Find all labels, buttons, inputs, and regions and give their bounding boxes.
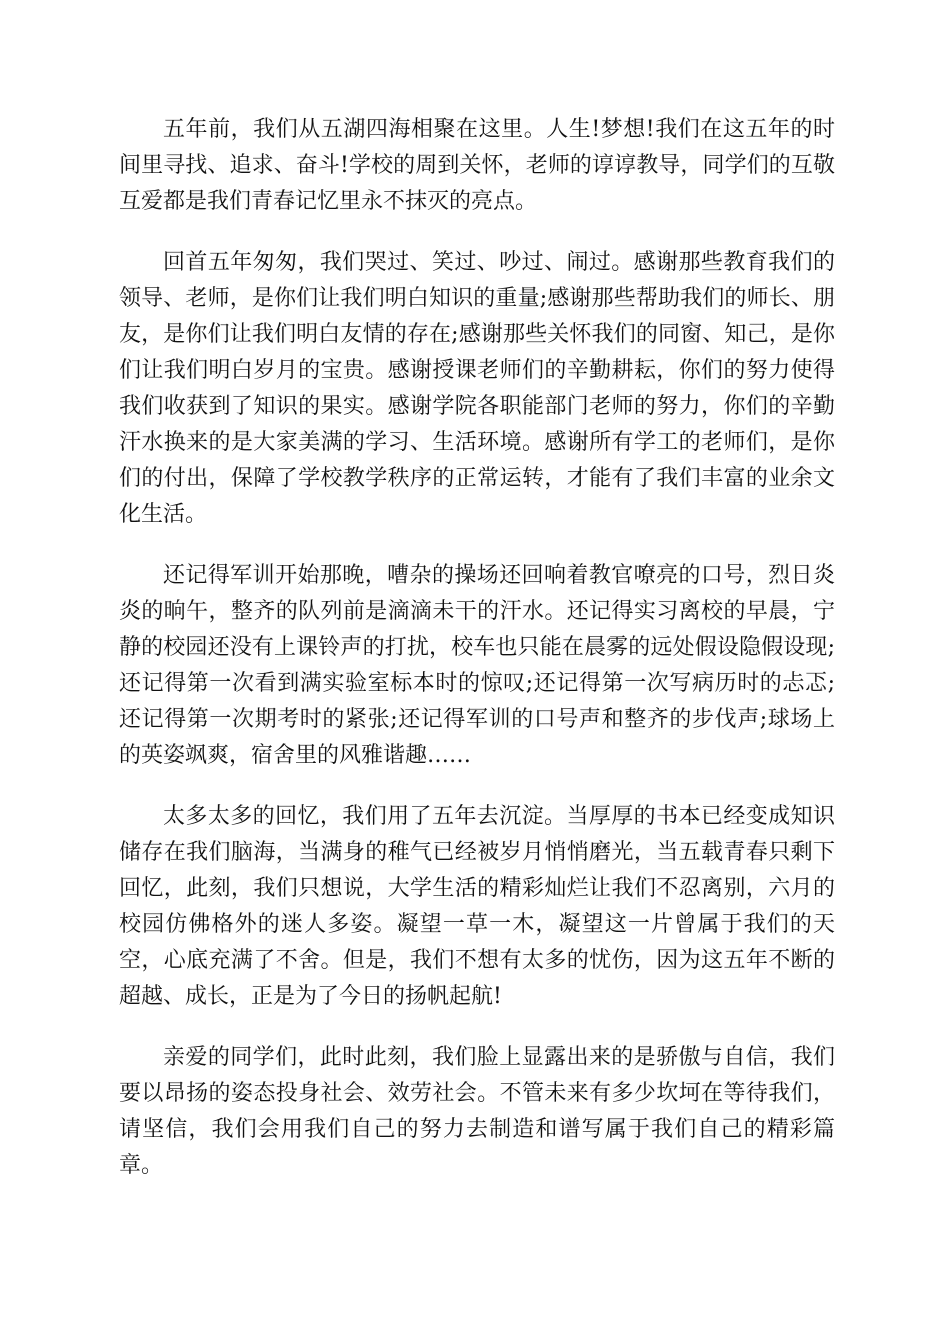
- paragraph-3: 还记得军训开始那晚，嘈杂的操场还回响着教官嘹亮的口号，烈日炎炎的晌午，整齐的队列前是滴滴未干的汗水。还记得实习离校的早晨，宁静的校园还没有上课铃声的打扰，校车也只能在晨雾的远处假设隐假设现;还记得第一次看到满实验室标本时的惊叹;还记得第一次写病历时的忐忑;还记得第一次期考时的紧张;还记得军训的口号声和整齐的步伐声;球场上的英姿飒爽，宿舍里的风雅谐趣……: [119, 563, 835, 768]
- paragraph-4: 太多太多的回忆，我们用了五年去沉淀。当厚厚的书本已经变成知识储存在我们脑海，当满身的稚气已经被岁月悄悄磨光，当五载青春只剩下回忆，此刻，我们只想说，大学生活的精彩灿烂让我们不忍离别，六月的校园仿佛格外的迷人多姿。凝望一草一木，凝望这一片曾属于我们的天空，心底充满了不舍。但是，我们不想有太多的忧伤，因为这五年不断的超越、成长，正是为了今日的扬帆起航!: [119, 804, 835, 1009]
- document-body: [119, 112, 835, 1184]
- paragraph-2: 回首五年匆匆，我们哭过、笑过、吵过、闹过。感谢那些教育我们的领导、老师，是你们让我们明白知识的重量;感谢那些帮助我们的师长、朋友，是你们让我们明白友情的存在;感谢那些关怀我们的同窗、知己，是你们让我们明白岁月的宝贵。感谢授课老师们的辛勤耕耘，你们的努力使得我们收获到了知识的果实。感谢学院各职能部门老师的努力，你们的辛勤汗水换来的是大家美满的学习、生活环境。感谢所有学工的老师们，是你们的付出，保障了学校教学秩序的正常运转，才能有了我们丰富的业余文化生活。: [119, 250, 835, 527]
- paragraph-1: 五年前，我们从五湖四海相聚在这里。人生!梦想!我们在这五年的时间里寻找、追求、奋斗!学校的周到关怀，老师的谆谆教导，同学们的互敬互爱都是我们青春记忆里永不抹灭的亮点。: [119, 117, 835, 214]
- paragraph-5: 亲爱的同学们，此时此刻，我们脸上显露出来的是骄傲与自信，我们要以昂扬的姿态投身社会、效劳社会。不管未来有多少坎坷在等待我们，请坚信，我们会用我们自己的努力去制造和谱写属于我们自己的精彩篇章。: [119, 1045, 835, 1178]
